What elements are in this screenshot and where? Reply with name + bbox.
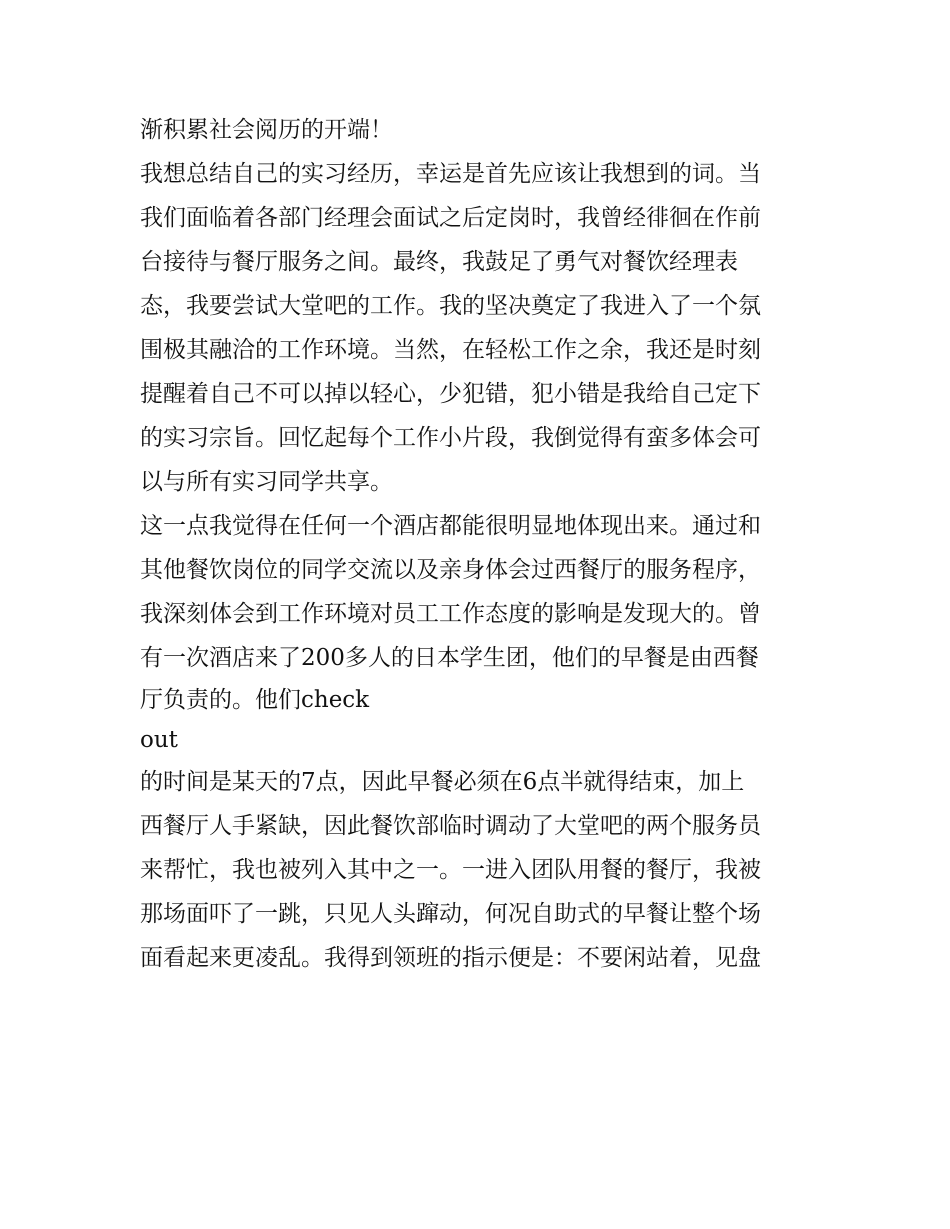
text-line: 西餐厅人手紧缺，因此餐饮部临时调动了大堂吧的两个服务员 [140,813,761,839]
text-line: 面看起来更凌乱。我得到领班的指示便是：不要闲站着，见盘 [140,945,761,971]
text-line: 厅负责的。他们check [140,687,370,713]
text-line: 围极其融洽的工作环境。当然，在轻松工作之余，我还是时刻 [140,337,761,363]
text-line: 我深刻体会到工作环境对员工工作态度的影响是发现大的。曾 [140,601,761,627]
text-line: 提醒着自己不可以掉以轻心，少犯错，犯小错是我给自己定下 [140,381,761,407]
text-line: 的时间是某天的7点，因此早餐必须在6点半就得结束，加上 [140,769,745,795]
body-text [140,108,820,980]
text-line: 我想总结自己的实习经历，幸运是首先应该让我想到的词。当 [140,161,761,187]
text-line: 有一次酒店来了200多人的日本学生团，他们的早餐是由西餐 [140,645,759,671]
text-line: out [140,727,178,753]
text-line: 以与所有实习同学共享。 [140,469,393,495]
text-line: 的实习宗旨。回忆起每个工作小片段，我倒觉得有蛮多体会可 [140,425,761,451]
text-line: 台接待与餐厅服务之间。最终，我鼓足了勇气对餐饮经理表 [140,249,738,275]
text-line: 来帮忙，我也被列入其中之一。一进入团队用餐的餐厅，我被 [140,857,761,883]
text-line: 态，我要尝试大堂吧的工作。我的坚决奠定了我进入了一个氛 [140,293,761,319]
text-line: 那场面吓了一跳，只见人头蹿动，何况自助式的早餐让整个场 [140,901,761,927]
text-line: 其他餐饮岗位的同学交流以及亲身体会过西餐厅的服务程序， [140,557,761,583]
text-line: 这一点我觉得在任何一个酒店都能很明显地体现出来。通过和 [140,513,761,539]
text-line: 我们面临着各部门经理会面试之后定岗时，我曾经徘徊在作前 [140,205,761,231]
text-line: 渐积累社会阅历的开端！ [140,117,393,143]
